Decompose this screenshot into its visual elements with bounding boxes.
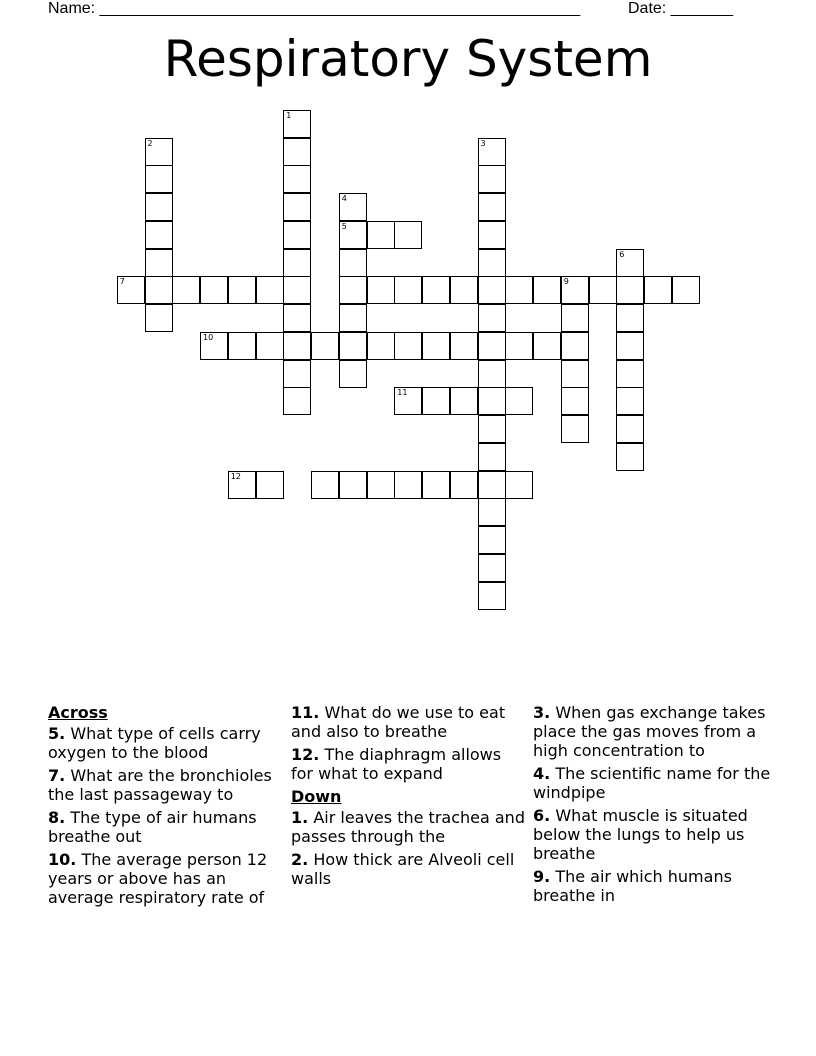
crossword-cell[interactable] — [145, 249, 173, 277]
clue-number: 2 — [147, 138, 153, 148]
crossword-cell[interactable] — [422, 471, 450, 499]
crossword-cell[interactable] — [367, 276, 395, 304]
crossword-cell[interactable] — [339, 193, 367, 221]
crossword-cell[interactable] — [505, 276, 533, 304]
crossword-cell[interactable] — [283, 193, 311, 221]
crossword-cell[interactable] — [478, 387, 506, 415]
clue-across-8: 8. The type of air humans breathe out — [48, 808, 257, 846]
crossword-cell[interactable] — [339, 276, 367, 304]
clue-number: 7 — [119, 277, 125, 287]
crossword-cell[interactable] — [394, 387, 422, 415]
clues-column-3 — [533, 703, 773, 909]
date-field-label: Date: _______ — [628, 0, 733, 17]
crossword-cell[interactable] — [478, 360, 506, 388]
crossword-cell[interactable] — [283, 276, 311, 304]
clue-number: 10 — [203, 332, 214, 342]
crossword-cell[interactable] — [228, 471, 256, 499]
crossword-cell[interactable] — [478, 138, 506, 166]
crossword-cell[interactable] — [228, 332, 256, 360]
crossword-cell[interactable] — [478, 304, 506, 332]
crossword-cell[interactable] — [478, 443, 506, 471]
clue-number: 1 — [286, 110, 292, 120]
crossword-cell[interactable] — [256, 276, 284, 304]
clue-number: 3 — [480, 138, 486, 148]
crossword-cell[interactable] — [478, 415, 506, 443]
clue-across-12: 12. The diaphragm allows for what to expand — [291, 745, 502, 783]
crossword-cell[interactable] — [145, 304, 173, 332]
clue-down-6: 6. What muscle is situated below the lungs to help us breathe — [533, 806, 748, 863]
crossword-cell[interactable] — [478, 582, 506, 610]
clue-down-4: 4. The scientific name for the windpipe — [533, 764, 771, 802]
crossword-cell[interactable] — [256, 332, 284, 360]
crossword-cell[interactable] — [394, 471, 422, 499]
crossword-cell[interactable] — [422, 387, 450, 415]
crossword-cell[interactable] — [478, 249, 506, 277]
crossword-cell[interactable] — [339, 221, 367, 249]
crossword-cell[interactable] — [478, 165, 506, 193]
crossword-cell[interactable] — [478, 332, 506, 360]
crossword-cell[interactable] — [117, 276, 145, 304]
crossword-cell[interactable] — [616, 249, 644, 277]
clue-number: 5 — [341, 221, 347, 231]
crossword-cell[interactable] — [367, 332, 395, 360]
crossword-cell[interactable] — [561, 415, 589, 443]
crossword-cell[interactable] — [561, 276, 589, 304]
clue-down-3: 3. When gas exchange takes place the gas moves from a high concentration to — [533, 703, 766, 760]
crossword-cell[interactable] — [200, 276, 228, 304]
crossword-cell[interactable] — [283, 110, 311, 138]
crossword-cell[interactable] — [283, 249, 311, 277]
crossword-cell[interactable] — [394, 221, 422, 249]
clue-number: 12 — [230, 471, 241, 481]
clue-down-1: 1. Air leaves the trachea and passes through the — [291, 808, 525, 846]
crossword-cell[interactable] — [561, 360, 589, 388]
crossword-cell[interactable] — [339, 360, 367, 388]
crossword-cell[interactable] — [311, 332, 339, 360]
crossword-cell[interactable] — [478, 554, 506, 582]
crossword-cell[interactable] — [616, 415, 644, 443]
crossword-cell[interactable] — [533, 332, 561, 360]
crossword-cell[interactable] — [478, 526, 506, 554]
crossword-cell[interactable] — [339, 304, 367, 332]
clue-across-10: 10. The average person 12 years or above has an average respiratory rate of — [48, 850, 268, 907]
clue-down-2: 2. How thick are Alveoli cell walls — [291, 850, 515, 888]
crossword-cell[interactable] — [422, 276, 450, 304]
crossword-cell[interactable] — [145, 165, 173, 193]
crossword-cell[interactable] — [561, 304, 589, 332]
crossword-cell[interactable] — [145, 221, 173, 249]
crossword-cell[interactable] — [616, 387, 644, 415]
clue-number: 6 — [619, 249, 625, 259]
crossword-cell[interactable] — [478, 276, 506, 304]
down-heading: Down — [291, 787, 342, 806]
crossword-cell[interactable] — [172, 276, 200, 304]
crossword-cell[interactable] — [145, 193, 173, 221]
crossword-cell[interactable] — [533, 276, 561, 304]
clue-number: 9 — [563, 277, 569, 287]
across-heading: Across — [48, 703, 108, 722]
crossword-cell[interactable] — [561, 332, 589, 360]
crossword-cell[interactable] — [283, 304, 311, 332]
clue-across-7: 7. What are the bronchioles the last passageway to — [48, 766, 272, 804]
crossword-cell[interactable] — [589, 276, 617, 304]
crossword-cell[interactable] — [367, 221, 395, 249]
crossword-cell[interactable] — [283, 360, 311, 388]
crossword-cell[interactable] — [616, 360, 644, 388]
crossword-cell[interactable] — [145, 276, 173, 304]
clues-column-1 — [48, 703, 283, 911]
crossword-cell[interactable] — [228, 276, 256, 304]
crossword-cell[interactable] — [339, 249, 367, 277]
crossword-cell[interactable] — [394, 276, 422, 304]
crossword-cell[interactable] — [450, 387, 478, 415]
crossword-cell[interactable] — [145, 138, 173, 166]
crossword-cell[interactable] — [450, 471, 478, 499]
crossword-cell[interactable] — [283, 165, 311, 193]
crossword-cell[interactable] — [616, 304, 644, 332]
crossword-cell[interactable] — [478, 193, 506, 221]
crossword-cell[interactable] — [450, 276, 478, 304]
crossword-cell[interactable] — [394, 332, 422, 360]
crossword-cell[interactable] — [644, 276, 672, 304]
clue-across-11: 11. What do we use to eat and also to breathe — [291, 703, 506, 741]
crossword-cell[interactable] — [505, 471, 533, 499]
crossword-cell[interactable] — [561, 387, 589, 415]
clue-across-5: 5. What type of cells carry oxygen to the blood — [48, 724, 261, 762]
crossword-cell[interactable] — [283, 138, 311, 166]
crossword-cell[interactable] — [505, 387, 533, 415]
crossword-cell[interactable] — [256, 471, 284, 499]
crossword-cell[interactable] — [478, 498, 506, 526]
crossword-cell[interactable] — [478, 221, 506, 249]
crossword-cell[interactable] — [672, 276, 700, 304]
crossword-cell[interactable] — [422, 332, 450, 360]
crossword-cell[interactable] — [450, 332, 478, 360]
crossword-cell[interactable] — [367, 471, 395, 499]
crossword-cell[interactable] — [616, 443, 644, 471]
crossword-cell[interactable] — [505, 332, 533, 360]
crossword-cell[interactable] — [478, 471, 506, 499]
name-field-label: Name: ______________________________________________________ — [48, 0, 581, 17]
crossword-cell[interactable] — [200, 332, 228, 360]
clue-down-9: 9. The air which humans breathe in — [533, 867, 732, 905]
crossword-cell[interactable] — [283, 387, 311, 415]
crossword-cell[interactable] — [616, 332, 644, 360]
clues-column-2 — [291, 703, 526, 892]
crossword-cell[interactable] — [339, 332, 367, 360]
crossword-cell[interactable] — [311, 471, 339, 499]
crossword-cell[interactable] — [283, 221, 311, 249]
clue-number: 11 — [397, 388, 408, 398]
clue-number: 4 — [341, 194, 347, 203]
crossword-cell[interactable] — [283, 332, 311, 360]
crossword-cell[interactable] — [616, 276, 644, 304]
page-title: Respiratory System — [163, 30, 653, 88]
crossword-cell[interactable] — [339, 471, 367, 499]
